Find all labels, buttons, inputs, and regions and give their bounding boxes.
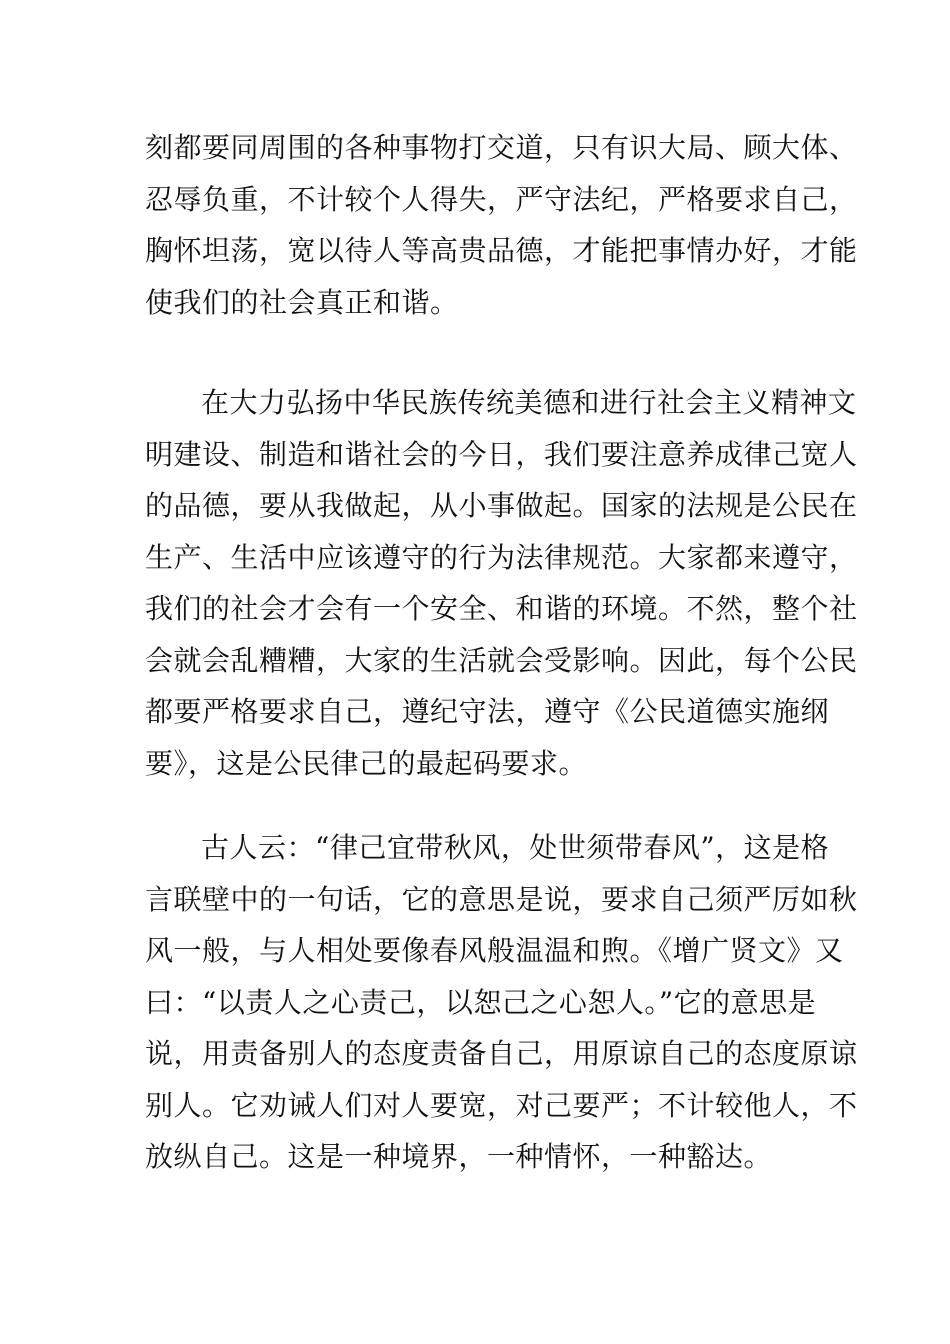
paragraph-3 (145, 822, 858, 1183)
paragraph-line: 我们的社会才会有一个安全、和谐的环境。不然，整个社 (145, 592, 858, 625)
paragraph-line: 古人云：“律己宜带秋风，处世须带春风”，这是格 (201, 831, 830, 864)
paragraph-line: 明建设、制造和谐社会的今日，我们要注意养成律己宽人 (145, 437, 858, 471)
paragraph-line: 生产、生活中应该遵守的行为法律规范。大家都来遵守， (145, 540, 858, 574)
paragraph-line: 胸怀坦荡，宽以待人等高贵品德，才能把事情办好，才能 (145, 234, 858, 267)
paragraph-2 (145, 377, 858, 789)
paragraph-line: 曰：“以责人之心责己，以恕己之心恕人。”它的意思是 (145, 985, 817, 1019)
paragraph-line: 说，用责备别人的态度责备自己，用原谅自己的态度原谅 (145, 1037, 858, 1070)
paragraph-line: 别人。它劝诫人们对人要宽，对己要严；不计较他人，不 (145, 1088, 858, 1122)
paragraph-line: 使我们的社会真正和谐。 (145, 285, 459, 319)
paragraph-line: 风一般，与人相处要像春风般温温和煦。《增广贤文》又 (145, 934, 844, 967)
paragraph-1 (145, 122, 858, 328)
paragraph-line: 忍辱负重，不计较个人得失，严守法纪，严格要求自己， (145, 182, 858, 216)
paragraph-line: 都要严格要求自己，遵纪守法，遵守《公民道德实施纲 (145, 695, 830, 728)
paragraph-line: 要》，这是公民律己的最起码要求。 (145, 746, 588, 780)
paragraph-line: 的品德，要从我做起，从小事做起。国家的法规是公民在 (145, 489, 858, 522)
paragraph-line: 言联壁中的一句话，它的意思是说，要求自己须严厉如秋 (145, 882, 858, 916)
paragraph-line: 在大力弘扬中华民族传统美德和进行社会主义精神文 (201, 386, 857, 419)
paragraph-line: 会就会乱糟糟，大家的生活就会受影响。因此，每个公民 (145, 643, 858, 677)
paragraph-line: 放纵自己。这是一种境界，一种情怀，一种豁达。 (145, 1140, 773, 1173)
paragraph-line: 刻都要同周围的各种事物打交道，只有识大局、顾大体、 (145, 131, 858, 164)
